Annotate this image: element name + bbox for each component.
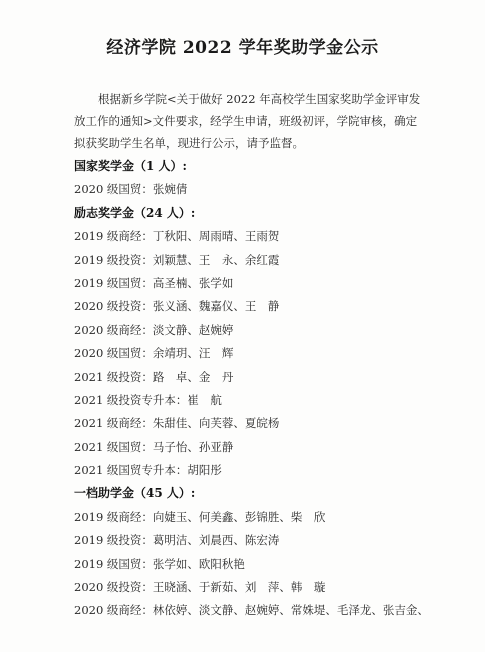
award-entry: 2020 级国贸：余靖玥、汪 辉 bbox=[74, 346, 234, 361]
intro-paragraph bbox=[74, 88, 436, 154]
section-heading: 一档助学金（45 人）: bbox=[74, 486, 196, 501]
intro-line: 拟获奖助学生名单，现进行公示，请予监督。 bbox=[74, 136, 304, 150]
section-heading: 国家奖学金（1 人）: bbox=[74, 159, 187, 173]
award-entry: 2020 级投资：王晓涵、于新茹、刘 萍、韩 璇 bbox=[74, 580, 326, 595]
award-entry: 2019 级国贸：张学如、欧阳秋艳 bbox=[74, 556, 245, 571]
award-entry: 2021 级国贸：马子怡、孙亚静 bbox=[74, 439, 234, 454]
section-heading: 励志奖学金（24 人）: bbox=[74, 205, 196, 220]
award-entry: 2019 级商经：丁秋阳、周雨晴、王雨贺 bbox=[74, 229, 280, 244]
award-entry: 2020 级投资：张义涵、魏嘉仪、王 静 bbox=[74, 299, 280, 314]
intro-line: 根据新乡学院<关于做好 2022 年高校学生国家奖助学金评审发 bbox=[98, 92, 421, 106]
award-entry: 2021 级投资专升本：崔 航 bbox=[74, 392, 222, 407]
award-entry: 2019 级投资：葛明洁、刘晨西、陈宏涛 bbox=[74, 533, 280, 548]
award-entry: 2021 级国贸专升本：胡阳彤 bbox=[74, 463, 222, 478]
award-list bbox=[74, 155, 454, 623]
award-entry: 2019 级商经：向婕玉、何美鑫、彭锦胜、柴 欣 bbox=[74, 509, 326, 524]
award-entry: 2019 级国贸：高圣楠、张学如 bbox=[74, 275, 234, 290]
page-title: 经济学院 2022 学年奖助学金公示 bbox=[106, 38, 379, 58]
intro-line: 放工作的通知>文件要求，经学生申请，班级初评，学院审核，确定 bbox=[74, 114, 418, 128]
award-entry: 2021 级商经：朱甜佳、向芙蓉、夏皖杨 bbox=[74, 416, 280, 431]
award-entry: 2020 级商经：淡文静、赵婉婷 bbox=[74, 322, 234, 337]
award-entry: 2021 级投资：路 卓、金 丹 bbox=[74, 369, 234, 384]
award-entry: 2020 级国贸：张婉倩 bbox=[74, 182, 188, 197]
award-entry: 2019 级投资：刘颖慧、王 永、余红霞 bbox=[74, 252, 280, 267]
award-entry: 2020 级商经：林依婷、淡文静、赵婉婷、常姝堤、毛泽龙、张吉金、 bbox=[74, 603, 429, 618]
